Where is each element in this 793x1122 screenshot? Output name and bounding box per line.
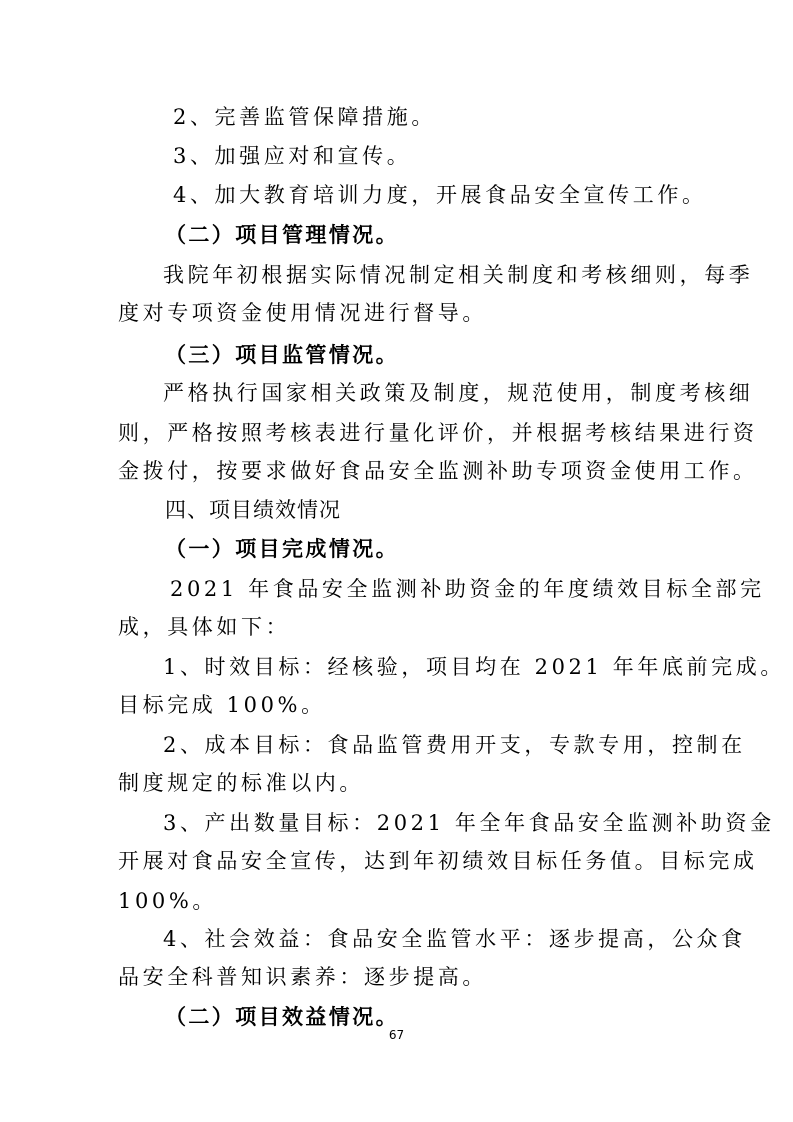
heading-project-management: （二）项目管理情况。 bbox=[165, 223, 399, 247]
goal-3-line-3: 100%。 bbox=[118, 889, 218, 913]
goal-3-line-2: 开展对食品安全宣传，达到年初绩效目标任务值。目标完成 bbox=[118, 849, 758, 873]
goal-3-line-1: 3、产出数量目标：2021 年全年食品安全监测补助资金 bbox=[163, 811, 775, 835]
goal-2-line-1: 2、成本目标：食品监管费用开支，专款专用，控制在 bbox=[163, 733, 746, 757]
item-4-training: 4、加大教育培训力度，开展食品安全宣传工作。 bbox=[173, 183, 707, 207]
goal-1-line-2: 目标完成 100%。 bbox=[118, 693, 326, 717]
goal-1-line-1: 1、时效目标：经核验，项目均在 2021 年年底前完成。 bbox=[163, 655, 785, 679]
heading-project-completion: （一）项目完成情况。 bbox=[165, 537, 399, 561]
supervision-para-line-3: 金拨付，按要求做好食品安全监测补助专项资金使用工作。 bbox=[118, 459, 758, 483]
completion-para-line-1: 2021 年食品安全监测补助资金的年度绩效目标全部完 bbox=[170, 577, 765, 601]
page-number: 67 bbox=[388, 1028, 405, 1042]
completion-para-line-2: 成，具体如下： bbox=[118, 615, 291, 639]
management-para-line-1: 我院年初根据实际情况制定相关制度和考核细则，每季 bbox=[163, 263, 754, 287]
section-4-performance: 四、项目绩效情况 bbox=[165, 498, 341, 522]
heading-project-supervision: （三）项目监管情况。 bbox=[165, 343, 399, 367]
goal-4-line-1: 4、社会效益：食品安全监管水平：逐步提高，公众食 bbox=[163, 927, 746, 951]
goal-4-line-2: 品安全科普知识素养：逐步提高。 bbox=[118, 965, 487, 989]
management-para-line-2: 度对专项资金使用情况进行督导。 bbox=[118, 301, 487, 325]
heading-project-benefit: （二）项目效益情况。 bbox=[165, 1005, 399, 1029]
supervision-para-line-1: 严格执行国家相关政策及制度，规范使用，制度考核细 bbox=[163, 381, 754, 405]
item-3-response: 3、加强应对和宣传。 bbox=[173, 144, 412, 168]
goal-2-line-2: 制度规定的标准以内。 bbox=[118, 771, 364, 795]
supervision-para-line-2: 则，严格按照考核表进行量化评价，并根据考核结果进行资 bbox=[118, 421, 758, 445]
item-2-measures: 2、完善监管保障措施。 bbox=[173, 105, 436, 129]
